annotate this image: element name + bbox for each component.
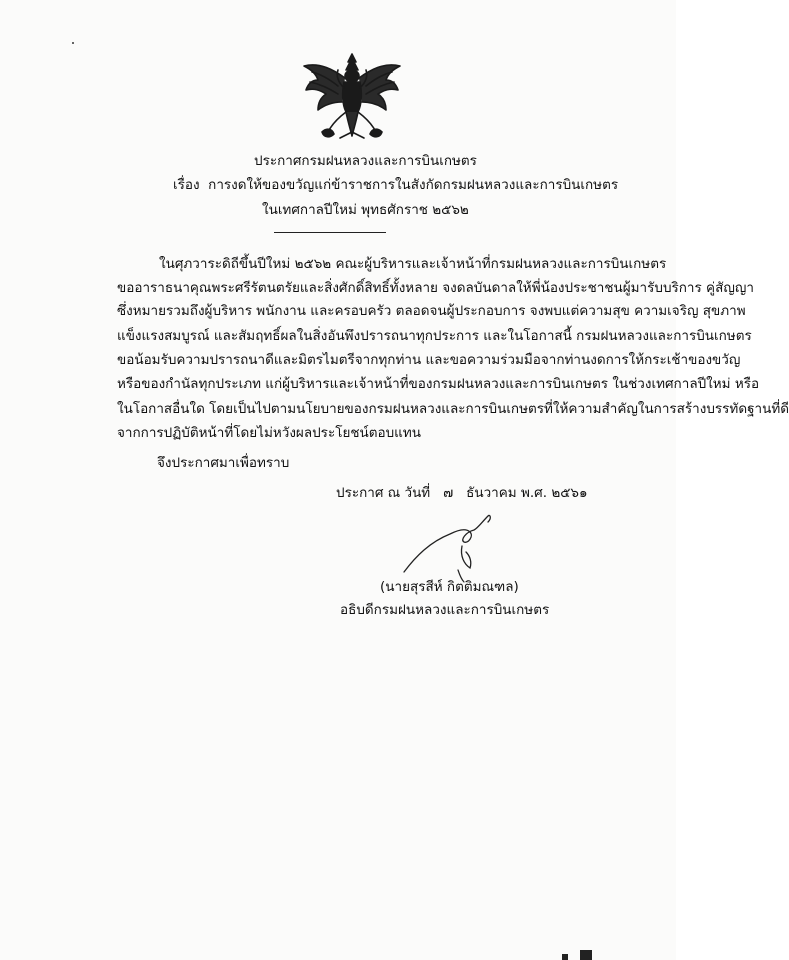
date-month-year: ธันวาคม พ.ศ. ๒๕๖๑: [466, 485, 588, 501]
body-line: ขอน้อมรับความปรารถนาดีและมิตรไมตรีจากทุกท่าน และขอความร่วมมือจากท่านงดการให้กระเช้าของขวัญ: [117, 352, 741, 368]
header-divider: [274, 232, 386, 233]
occasion-line: ในเทศกาลปีใหม่ พุทธศักราช ๒๕๖๒: [262, 202, 469, 218]
body-line: ขออาราธนาคุณพระศรีรัตนตรัยและสิ่งศักดิ์สิทธิ์ทั้งหลาย จงดลบันดาลให้พี่น้องประชาชนผู้มารับบริการ คู่สัญญา: [117, 280, 754, 296]
body-line: หรือของกำนัลทุกประเภท แก่ผู้บริหารและเจ้าหน้าที่ของกรมฝนหลวงและการบินเกษตร ในช่วงเทศกาลปีใหม่ หรือ: [117, 376, 760, 392]
subject-line: [173, 176, 618, 194]
subject-text: การงดให้ของขวัญแก่ข้าราชการในสังกัดกรมฝนหลวงและการบินเกษตร: [208, 177, 619, 193]
closing-line: จึงประกาศมาเพื่อทราบ: [157, 455, 290, 471]
body-line: ในโอกาสอื่นใด โดยเป็นไปตามนโยบายของกรมฝนหลวงและการบินเกษตรที่ให้ความสำคัญในการสร้างบรรทัดฐานที่ดี: [117, 401, 789, 417]
handwritten-signature: [400, 512, 500, 584]
body-line: ซึ่งหมายรวมถึงผู้บริหาร พนักงาน และครอบครัว ตลอดจนผู้ประกอบการ จงพบแต่ความสุข ความเจริญ สุขภาพ: [117, 303, 746, 319]
date-day: ๗: [443, 485, 454, 501]
bottom-edge-marks: [560, 948, 600, 960]
date-prefix: ประกาศ ณ วันที่: [336, 485, 431, 501]
body-line: จากการปฏิบัติหน้าที่โดยไม่หวังผลประโยชน์ตอบแทน: [117, 425, 422, 441]
signatory-name: (นายสุรสีห์ กิตติมณฑล): [380, 579, 519, 595]
garuda-emblem-icon: [298, 52, 406, 144]
signatory-position: อธิบดีกรมฝนหลวงและการบินเกษตร: [340, 602, 550, 618]
body-line: ในศุภวาระดิถีขึ้นปีใหม่ ๒๕๖๒ คณะผู้บริหารและเจ้าหน้าที่กรมฝนหลวงและการบินเกษตร: [159, 256, 667, 272]
date-line: [336, 484, 588, 502]
announcement-title: ประกาศกรมฝนหลวงและการบินเกษตร: [254, 153, 477, 169]
subject-label: เรื่อง: [173, 177, 200, 193]
body-line: แข็งแรงสมบูรณ์ และสัมฤทธิ์ผลในสิ่งอันพึงปรารถนาทุกประการ และในโอกาสนี้ กรมฝนหลวงและการบินเกษตร: [117, 328, 752, 344]
scan-speck: [72, 42, 74, 44]
